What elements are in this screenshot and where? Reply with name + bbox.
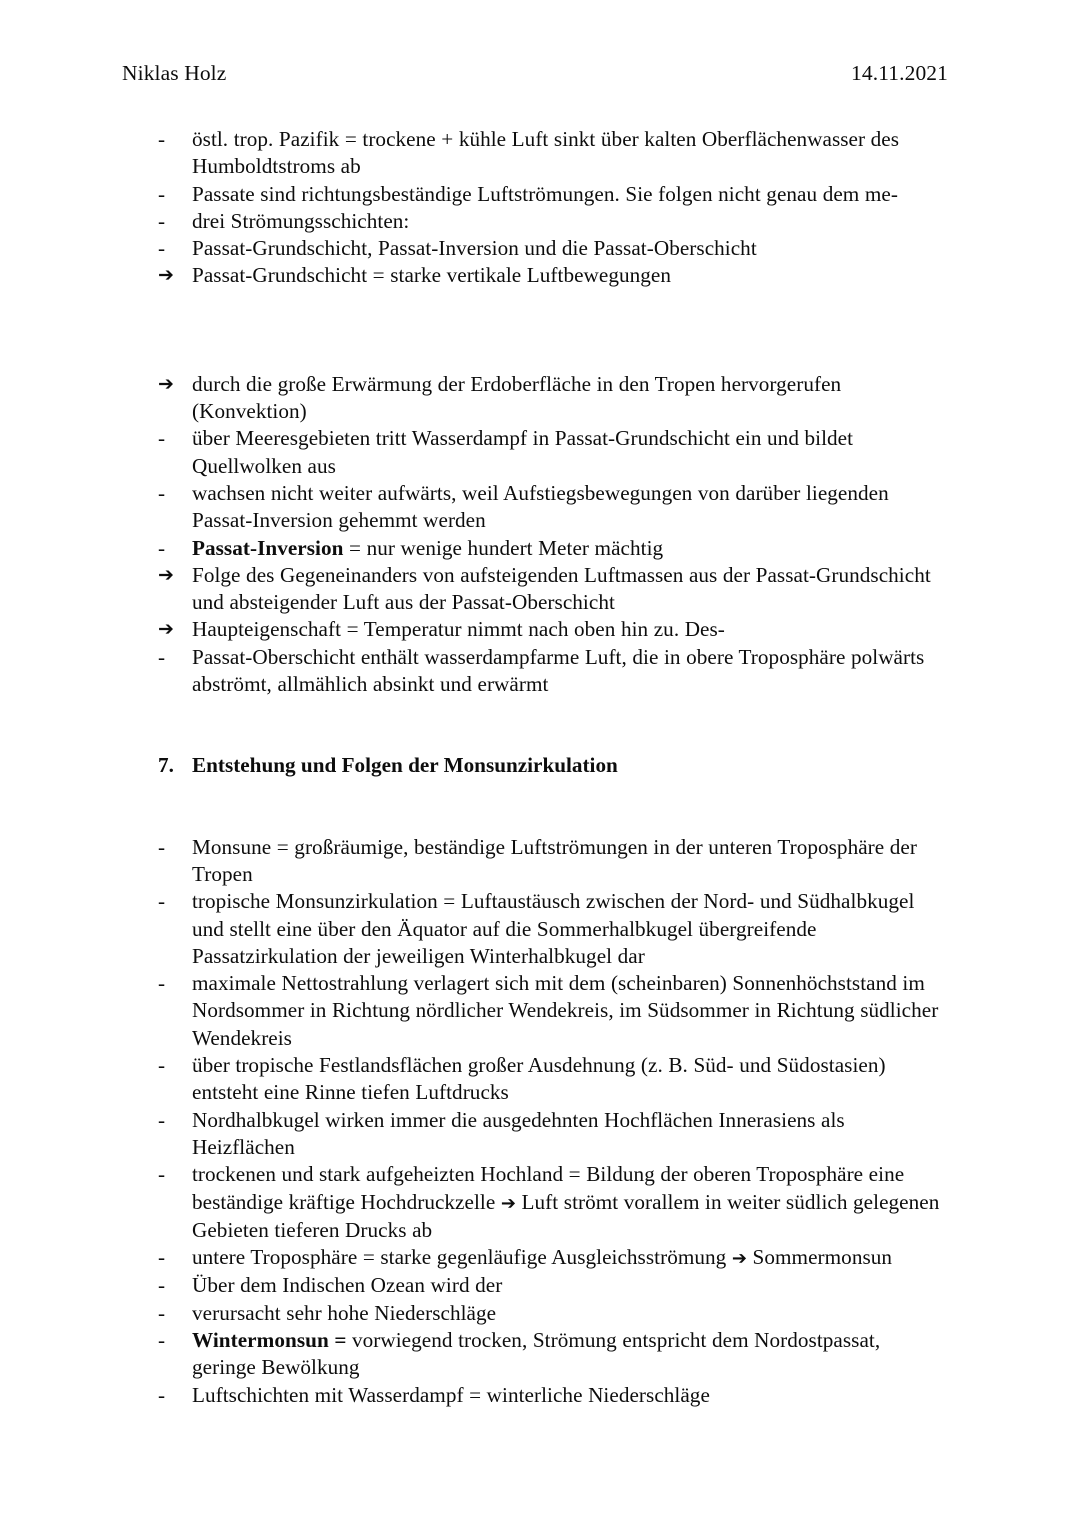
bullet-text: Wintermonsun = vorwiegend trocken, Strömung entspricht dem Nordostpassat, geringe Bewölkung bbox=[192, 1327, 881, 1380]
bullet-text: untere Troposphäre = starke gegenläufige Ausgleichsströmung ➔ Sommermonsun bbox=[192, 1245, 893, 1270]
arrow-bullet-icon: ➔ bbox=[158, 563, 174, 586]
section-title: Entstehung und Folgen der Monsunzirkulation bbox=[192, 753, 618, 778]
bullet-item bbox=[158, 425, 948, 480]
arrow-bullet-icon: ➔ bbox=[158, 372, 174, 395]
inline-arrow-icon: ➔ bbox=[731, 1248, 747, 1270]
dash-bullet-icon: - bbox=[158, 181, 166, 206]
content-block-1 bbox=[158, 126, 948, 290]
arrow-bullet-icon: ➔ bbox=[158, 618, 174, 641]
arrow-bullet-icon: ➔ bbox=[158, 264, 174, 287]
dash-bullet-icon: - bbox=[158, 426, 166, 451]
dash-bullet-icon: - bbox=[158, 535, 166, 560]
author-name: Niklas Holz bbox=[122, 61, 227, 85]
bullet-list-1 bbox=[158, 126, 948, 290]
inline-arrow-icon: ➔ bbox=[500, 1192, 516, 1214]
dash-bullet-icon: - bbox=[158, 480, 166, 505]
dash-bullet-icon: - bbox=[158, 644, 166, 669]
bullet-text: Folge des Gegeneinanders von aufsteigenden Luftmassen aus der Passat-Grundschicht und absteigender Luft aus der Passat-Oberschicht bbox=[192, 562, 931, 615]
bullet-item bbox=[158, 262, 948, 289]
dash-bullet-icon: - bbox=[158, 127, 166, 151]
document-body bbox=[158, 126, 948, 1409]
dash-bullet-icon: - bbox=[158, 1327, 166, 1352]
bullet-text: über Meeresgebieten tritt Wasserdampf in Passat-Grundschicht ein und bildet Quellwolken aus bbox=[192, 426, 854, 478]
bullet-item bbox=[158, 1300, 948, 1327]
heading-spacer-before bbox=[158, 698, 948, 752]
bullet-item bbox=[158, 208, 948, 235]
bullet-list-3 bbox=[158, 834, 948, 1409]
bullet-text: östl. trop. Pazifik = trockene + kühle Luft sinkt über kalten Oberflächenwasser des Humboldtstroms ab bbox=[192, 127, 900, 179]
bullet-item bbox=[158, 235, 948, 262]
dash-bullet-icon: - bbox=[158, 1162, 166, 1187]
dash-bullet-icon: - bbox=[158, 236, 166, 261]
bullet-item bbox=[158, 888, 948, 970]
bullet-text: Haupteigenschaft = Temperatur nimmt nach oben hin zu. Des- bbox=[192, 617, 725, 642]
section-number: 7. bbox=[158, 753, 174, 778]
block-spacer-1 bbox=[158, 290, 948, 371]
bullet-text: Monsune = großräumige, beständige Luftströmungen in der unteren Troposphäre der Tropen bbox=[192, 834, 917, 886]
dash-bullet-icon: - bbox=[158, 1300, 166, 1325]
bullet-item bbox=[158, 970, 948, 1052]
bullet-text: drei Strömungsschichten: bbox=[192, 208, 410, 233]
bullet-text: Passate sind richtungsbeständige Luftströmungen. Sie folgen nicht genau dem me- bbox=[192, 181, 898, 206]
bullet-text: trockenen und stark aufgeheizten Hochland = Bildung der oberen Troposphäre eine beständige kräftige Hochdruckzelle ➔ Luft strömt vorallem in weiter südlich gelegenen Gebieten tieferen Drucks ab bbox=[192, 1162, 940, 1242]
bullet-text: Passat-Oberschicht enthält wasserdampfarme Luft, die in obere Troposphäre polwärts abströmt, allmählich absinkt und erwärmt bbox=[192, 644, 925, 697]
bullet-item bbox=[158, 480, 948, 535]
bullet-text: Luftschichten mit Wasserdampf = winterliche Niederschläge bbox=[192, 1382, 710, 1407]
bullet-item bbox=[158, 1327, 948, 1382]
dash-bullet-icon: - bbox=[158, 834, 166, 859]
bullet-text: Passat-Grundschicht = starke vertikale Luftbewegungen bbox=[192, 263, 672, 288]
bullet-text: Nordhalbkugel wirken immer die ausgedehnten Hochflächen Innerasiens als Heizflächen bbox=[192, 1107, 845, 1159]
dash-bullet-icon: - bbox=[158, 1273, 166, 1298]
document-date: 14.11.2021 bbox=[851, 61, 948, 85]
bullet-text: wachsen nicht weiter aufwärts, weil Aufstiegsbewegungen von darüber liegenden Passat-Inversion gehemmt werden bbox=[192, 480, 889, 533]
bullet-text: Über dem Indischen Ozean wird der bbox=[192, 1273, 503, 1298]
bullet-item bbox=[158, 1161, 948, 1244]
bullet-item bbox=[158, 1272, 948, 1299]
dash-bullet-icon: - bbox=[158, 1053, 166, 1078]
content-block-2 bbox=[158, 371, 948, 699]
dash-bullet-icon: - bbox=[158, 208, 166, 233]
bullet-text: Passat-Inversion = nur wenige hundert Meter mächtig bbox=[192, 535, 664, 560]
bullet-item bbox=[158, 1382, 948, 1409]
bullet-list-2 bbox=[158, 371, 948, 699]
bullet-text: Passat-Grundschicht, Passat-Inversion und die Passat-Oberschicht bbox=[192, 236, 757, 261]
bullet-item bbox=[158, 644, 948, 699]
bullet-item bbox=[158, 834, 948, 889]
content-block-3 bbox=[158, 834, 948, 1409]
bullet-item bbox=[158, 371, 948, 426]
bullet-text: maximale Nettostrahlung verlagert sich mit dem (scheinbaren) Sonnenhöchststand im Nordsommer in Richtung nördlicher Wendekreis, im Südsommer in Richtung südlicher Wendekreis bbox=[192, 971, 939, 1050]
dash-bullet-icon: - bbox=[158, 1245, 166, 1270]
bullet-text: über tropische Festlandsflächen großer Ausdehnung (z. B. Süd- und Südostasien) entsteht eine Rinne tiefen Luftdrucks bbox=[192, 1053, 886, 1105]
bullet-item bbox=[158, 1244, 948, 1272]
document-header bbox=[122, 60, 948, 87]
bullet-item bbox=[158, 562, 948, 617]
bullet-item bbox=[158, 126, 948, 181]
dash-bullet-icon: - bbox=[158, 971, 166, 996]
bullet-item bbox=[158, 1107, 948, 1162]
dash-bullet-icon: - bbox=[158, 1107, 166, 1132]
dash-bullet-icon: - bbox=[158, 1382, 166, 1407]
bullet-item bbox=[158, 1052, 948, 1107]
bullet-text-emphasis: Wintermonsun = bbox=[192, 1327, 347, 1352]
bullet-item bbox=[158, 181, 948, 208]
bullet-text: tropische Monsunzirkulation = Luftaustäusch zwischen der Nord- und Südhalbkugel und stellt eine über den Äquator auf die Sommerhalbkugel übergreifende Passatzirkulation der jeweiligen Winterhalbkugel dar bbox=[192, 889, 915, 968]
heading-spacer-after bbox=[158, 780, 948, 834]
bullet-text-emphasis: Passat-Inversion bbox=[192, 535, 344, 560]
bullet-text: durch die große Erwärmung der Erdoberfläche in den Tropen hervorgerufen (Konvektion) bbox=[192, 371, 842, 424]
bullet-item bbox=[158, 535, 948, 562]
dash-bullet-icon: - bbox=[158, 889, 166, 914]
bullet-item bbox=[158, 616, 948, 643]
section-heading-7 bbox=[158, 752, 948, 779]
bullet-text: verursacht sehr hohe Niederschläge bbox=[192, 1300, 497, 1325]
